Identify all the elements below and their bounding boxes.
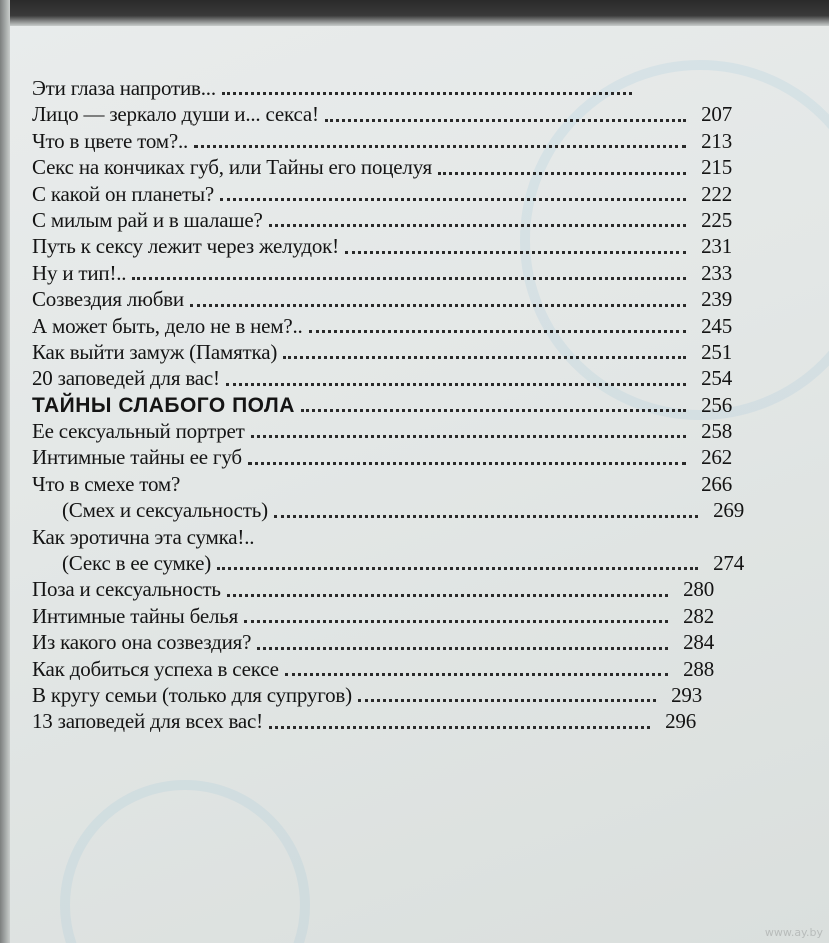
toc-entry-title: Созвездия любви bbox=[32, 287, 184, 312]
toc-entry-page: 284 bbox=[683, 630, 714, 655]
toc-entry-title: В кругу семьи (только для супругов) bbox=[32, 682, 352, 707]
leader-dots bbox=[358, 695, 656, 702]
toc-entry bbox=[32, 208, 732, 234]
leader-dots bbox=[260, 540, 686, 544]
toc-entry-continuation bbox=[32, 498, 744, 524]
toc-entry bbox=[32, 419, 732, 445]
toc-entry-page: 280 bbox=[683, 577, 714, 602]
toc-entry-title: Ну и тип!.. bbox=[32, 260, 127, 285]
leader-dots bbox=[132, 273, 686, 280]
toc-entry-title: Как эротична эта сумка!.. bbox=[32, 524, 255, 549]
leader-dots bbox=[345, 247, 686, 254]
toc-entry-page: 251 bbox=[701, 339, 732, 364]
leader-dots bbox=[257, 643, 668, 650]
leader-dots bbox=[220, 194, 686, 201]
toc-entry-title: С какой он планеты? bbox=[32, 181, 214, 206]
table-of-contents bbox=[32, 76, 744, 736]
toc-entry bbox=[32, 657, 714, 683]
toc-entry bbox=[32, 604, 714, 630]
toc-entry-page: 225 bbox=[701, 207, 732, 232]
toc-entry bbox=[32, 234, 732, 260]
toc-entry bbox=[32, 287, 732, 313]
toc-entry-page: 254 bbox=[701, 366, 732, 391]
toc-entry bbox=[32, 76, 732, 102]
toc-entry bbox=[32, 129, 732, 155]
leader-dots bbox=[269, 220, 686, 227]
toc-section-heading bbox=[32, 393, 732, 419]
toc-entry-title: Эти глаза напротив... bbox=[32, 76, 216, 100]
watermark: www.ay.by bbox=[764, 926, 823, 939]
toc-entry-title: (Смех и сексуальность) bbox=[62, 498, 268, 523]
toc-entry bbox=[32, 182, 732, 208]
toc-entry bbox=[32, 525, 732, 551]
toc-entry-title: Интимные тайны ее губ bbox=[32, 445, 242, 470]
leader-dots bbox=[269, 722, 650, 729]
toc-entry-page: 296 bbox=[665, 709, 696, 734]
toc-entry-page: 288 bbox=[683, 656, 714, 681]
toc-entry-page: 231 bbox=[701, 234, 732, 259]
toc-entry-page: 266 bbox=[701, 471, 732, 496]
toc-entry-title: 20 заповедей для вас! bbox=[32, 366, 220, 391]
leader-dots bbox=[438, 168, 686, 175]
toc-entry-title: Интимные тайны белья bbox=[32, 603, 239, 628]
toc-entry-title: Поза и сексуальность bbox=[32, 577, 221, 602]
toc-entry bbox=[32, 314, 732, 340]
leader-dots bbox=[274, 511, 698, 518]
leader-dots bbox=[248, 458, 686, 465]
toc-entry-page: 222 bbox=[701, 181, 732, 206]
toc-entry bbox=[32, 683, 702, 709]
leader-dots bbox=[186, 487, 686, 491]
toc-entry bbox=[32, 102, 732, 128]
leader-dots bbox=[226, 379, 686, 386]
show-through-circle bbox=[60, 780, 310, 943]
toc-entry-title: Путь к сексу лежит через желудок! bbox=[32, 234, 339, 259]
toc-entry-title: 13 заповедей для всех вас! bbox=[32, 709, 263, 734]
toc-entry bbox=[32, 445, 732, 471]
toc-entry bbox=[32, 472, 732, 498]
toc-entry-page: 239 bbox=[701, 287, 732, 312]
toc-entry bbox=[32, 261, 732, 287]
toc-entry-title: Что в цвете том?.. bbox=[32, 128, 189, 153]
toc-entry-page: 282 bbox=[683, 603, 714, 628]
toc-entry-title: Ее сексуальный портрет bbox=[32, 419, 245, 444]
toc-entry-title: Лицо — зеркало души и... секса! bbox=[32, 102, 319, 127]
toc-entry-title: Из какого она созвездия? bbox=[32, 630, 252, 655]
toc-entry-page: 269 bbox=[713, 498, 744, 523]
leader-dots bbox=[227, 590, 668, 597]
toc-entry-page: 274 bbox=[713, 551, 744, 576]
toc-entry bbox=[32, 709, 696, 735]
toc-entry-page: 258 bbox=[701, 419, 732, 444]
leader-dots bbox=[283, 352, 686, 359]
leader-dots bbox=[222, 88, 632, 95]
toc-entry bbox=[32, 577, 714, 603]
toc-entry bbox=[32, 366, 732, 392]
toc-entry-page: 256 bbox=[701, 392, 732, 417]
toc-entry-title: Как выйти замуж (Памятка) bbox=[32, 339, 278, 364]
toc-entry-page: 215 bbox=[701, 155, 732, 180]
toc-entry-title: Как добиться успеха в сексе bbox=[32, 656, 279, 681]
leader-dots bbox=[325, 115, 686, 122]
toc-entry bbox=[32, 630, 714, 656]
toc-entry-title: Что в смехе том? bbox=[32, 471, 181, 496]
toc-entry-page: 213 bbox=[701, 128, 732, 153]
toc-entry-title: А может быть, дело не в нем?.. bbox=[32, 313, 303, 338]
leader-dots bbox=[244, 616, 668, 623]
leader-dots bbox=[217, 563, 698, 570]
toc-entry bbox=[32, 340, 732, 366]
toc-entry bbox=[32, 155, 732, 181]
toc-entry-title: С милым рай и в шалаше? bbox=[32, 207, 263, 232]
toc-entry-page: 233 bbox=[701, 260, 732, 285]
toc-entry-page: 245 bbox=[701, 313, 732, 338]
page-top-edge bbox=[0, 0, 829, 26]
toc-entry-title: (Секс в ее сумке) bbox=[62, 551, 212, 576]
toc-entry-page: 262 bbox=[701, 445, 732, 470]
page-left-edge bbox=[0, 0, 10, 943]
toc-entry-continuation bbox=[32, 551, 744, 577]
leader-dots bbox=[301, 405, 686, 412]
leader-dots bbox=[194, 141, 686, 148]
toc-section-title: ТАЙНЫ СЛАБОГО ПОЛА bbox=[32, 393, 295, 417]
leader-dots bbox=[309, 326, 686, 333]
leader-dots bbox=[251, 431, 686, 438]
toc-entry-page: 207 bbox=[701, 102, 732, 127]
toc-entry-title: Секс на кончиках губ, или Тайны его поцелуя bbox=[32, 155, 432, 180]
leader-dots bbox=[285, 669, 668, 676]
leader-dots bbox=[190, 300, 686, 307]
toc-entry-page: 293 bbox=[671, 682, 702, 707]
